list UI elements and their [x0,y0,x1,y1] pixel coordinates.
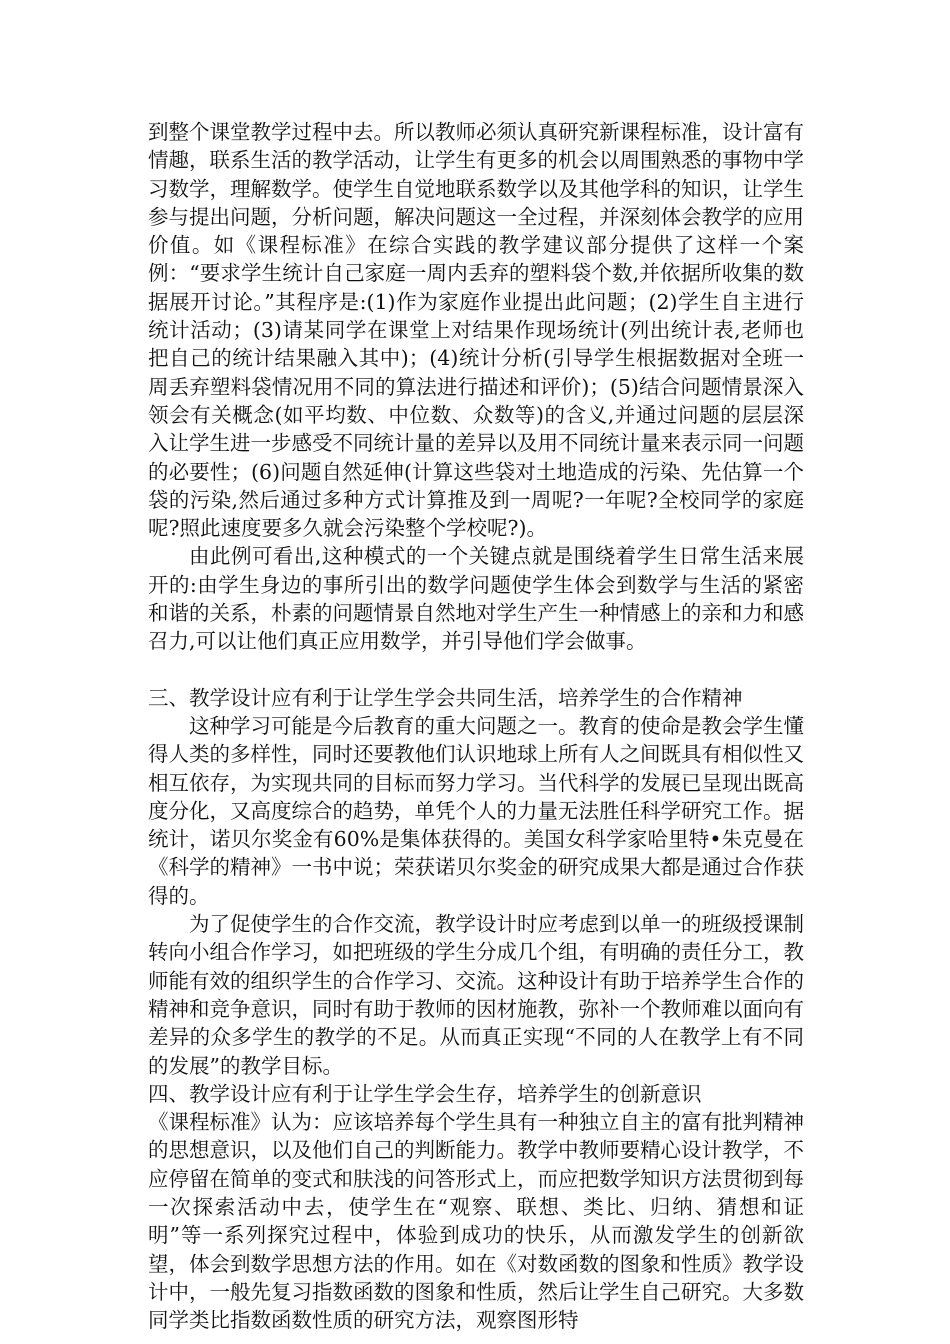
section-heading-3: 三、教学设计应有利于让学生学会共同生活，培养学生的合作精神 [148,685,743,710]
section-spacer [148,656,804,684]
section-heading-4: 四、教学设计应有利于让学生学会生存，培养学生的创新意识 [148,1081,702,1106]
paragraph-innovation: 《课程标准》认为：应该培养每个学生具有一种独立自主的富有批判精神的思想意识，以及他们自己的判断能力。教学中教师要精心设计教学，不应停留在简单的变式和肤浅的问答形式上，而应把数学知识方法贯彻到每一次探索活动中去，使学生在“观察、联想、类比、归纳、猜想和证明”等一系列探究过程中，体验到成功的快乐，从而激发学生的创新欲望，体会到数学思想方法的作用。如在《对数函数的图象和性质》教学设计中，一般先复习指数函数的图象和性质，然后让学生自己研究。大多数同学类比指数函数性质的研究方法，观察图形特 [148,1110,804,1333]
paragraph-group-learning: 为了促使学生的合作交流，教学设计时应考虑到以单一的班级授课制转向小组合作学习，如把班级的学生分成几个组，有明确的责任分工，教师能有效的组织学生的合作学习、交流。这种设计有助于培养学生合作的精神和竞争意识，同时有助于教师的因材施教，弥补一个教师难以面向有差异的众多学生的教学的不足。从而真正实现“不同的人在教学上有不同的发展”的教学目标。 [148,912,804,1078]
paragraph-case-analysis: 由此例可看出,这种模式的一个关键点就是围绕着学生日常生活来展开的:由学生身边的事所引出的数学问题使学生体会到数学与生活的紧密和谐的关系，朴素的问题情景自然地对学生产生一种情感上的亲和力和感召力,可以让他们真正应用数学，并引导他们学会做事。 [148,544,804,654]
document-page [148,118,804,1334]
paragraph-case-example: 到整个课堂教学过程中去。所以教师必须认真研究新课程标准，设计富有情趣，联系生活的教学活动，让学生有更多的机会以周围熟悉的事物中学习数学，理解数学。使学生自觉地联系数学以及其他学科的知识，让学生参与提出问题，分析问题，解决问题这一全过程，并深刻体会教学的应用价值。如《课程标准》在综合实践的教学建议部分提供了这样一个案例：“要求学生统计自己家庭一周内丢弃的塑料袋个数,并依据所收集的数据展开讨论。”其程序是:(1)作为家庭作业提出此问题；(2)学生自主进行统计活动；(3)请某同学在课堂上对结果作现场统计(列出统计表,老师也把自己的统计结果融入其中)；(4)统计分析(引导学生根据数据对全班一周丢弃塑料袋情况用不同的算法进行描述和评价)；(5)结合问题情景深入领会有关概念(如平均数、中位数、众数等)的含义,并通过问题的层层深入让学生进一步感受不同统计量的差异以及用不同统计量来表示同一问题的必要性；(6)问题自然延伸(计算这些袋对土地造成的污染、先估算一个袋的污染,然后通过多种方式计算推及到一周呢?一年呢?全校同学的家庭呢?照此速度要多久就会污染整个学校呢?)。 [148,120,804,541]
paragraph-cooperation: 这种学习可能是今后教育的重大问题之一。教育的使命是教会学生懂得人类的多样性，同时还要教他们认识地球上所有人之间既具有相似性又相互依存，为实现共同的目标而努力学习。当代科学的发展已呈现出既高度分化，又高度综合的趋势，单凭个人的力量无法胜任科学研究工作。据统计，诺贝尔奖金有60%是集体获得的。美国女科学家哈里特•朱克曼在《科学的精神》一书中说；荣获诺贝尔奖金的研究成果大都是通过合作获得的。 [148,713,804,908]
